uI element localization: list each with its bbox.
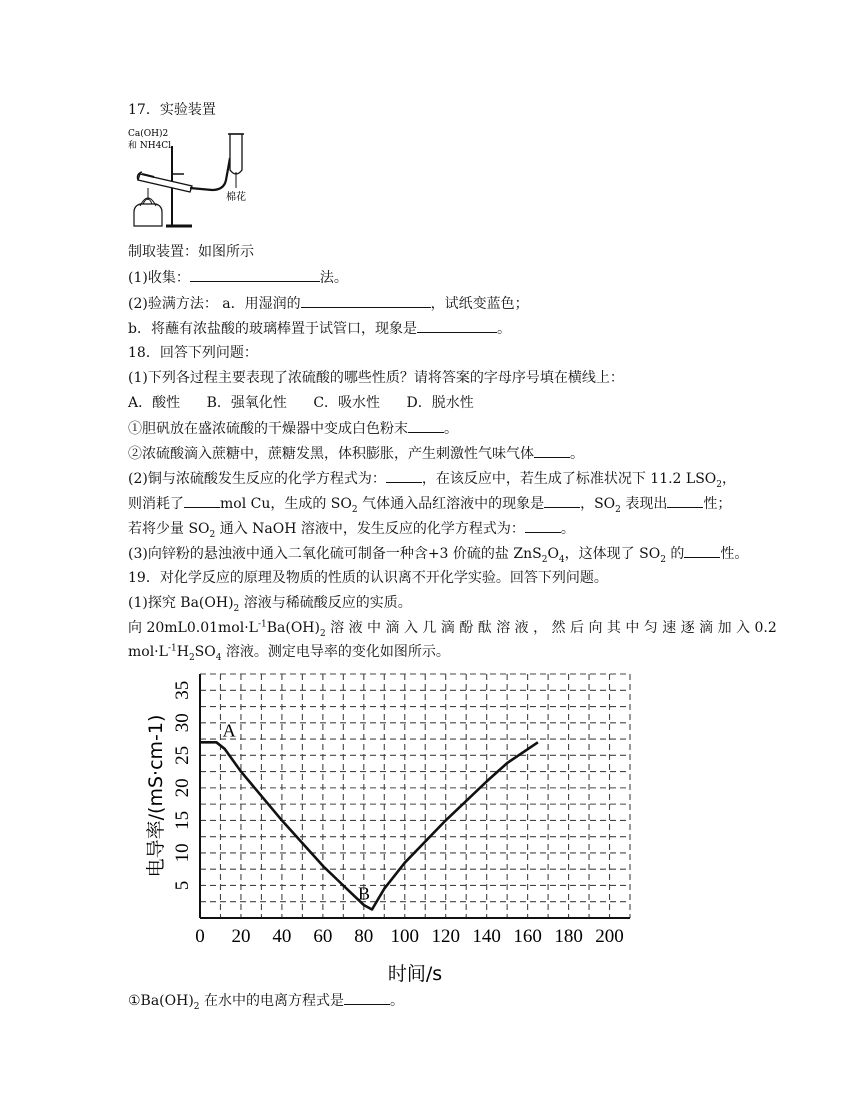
q18-item1: ①胆矾放在盛浓硫酸的干燥器中变成白色粉末 。 [128, 418, 458, 439]
q17-collect: (1)收集： 法。 [128, 267, 348, 288]
option-b: B．强氧化性 [206, 395, 287, 411]
y-tick-label: 10 [172, 843, 193, 863]
q19-q1: $①Ba(OH)_2$ 在水中的电离方程式是 。 [128, 990, 404, 1011]
x-tick-label: 20 [231, 926, 251, 947]
q19-title: 19．对化学反应的原理及物质的性质的认识离不开化学实验。回答下列问题。 [128, 570, 608, 586]
x-tick-label: 0 [195, 926, 205, 947]
apparatus-diagram [126, 128, 266, 232]
answer-blank[interactable] [386, 468, 422, 483]
answer-blank[interactable] [417, 318, 497, 333]
point-label-a: A [222, 720, 236, 741]
answer-blank[interactable] [684, 543, 720, 558]
y-tick-label: 5 [172, 880, 193, 891]
x-axis-label: 时间/s [387, 963, 443, 985]
x-tick-label: 200 [595, 926, 624, 947]
point-label-b: B [358, 883, 371, 904]
q18-p2: (2)铜与浓硫酸发生反应的化学方程式为： ，在该反应中，若生成了标准状况下 11.2 $LSO_2$， [128, 468, 736, 489]
q19-p2: 向 $20mL0.01mol\cdot L^{-1}Ba(OH)_2$ 溶 液 中 滴 入 几 滴 酚 酞 溶 液 ， 然 后 向 其 中 匀 速 逐 滴 加 入 0.2 [128, 619, 777, 639]
x-tick-label: 160 [513, 926, 542, 947]
y-tick-label: 15 [172, 810, 193, 830]
x-tick-label: 80 [354, 926, 374, 947]
answer-blank[interactable] [344, 990, 390, 1005]
answer-blank[interactable] [525, 518, 561, 533]
answer-blank[interactable] [534, 443, 570, 458]
q18-p1: (1)下列各过程主要表现了浓硫酸的哪些性质？请将答案的字母序号填在横线上： [128, 370, 624, 386]
q19-p3: $mol\cdot L^{-1}H_2SO_4$ 溶液。测定电导率的变化如图所示。 [128, 643, 450, 663]
y-tick-label: 25 [172, 745, 193, 765]
y-tick-label: 35 [172, 680, 193, 700]
answer-blank[interactable] [544, 493, 580, 508]
answer-blank[interactable] [184, 493, 220, 508]
x-tick-label: 40 [272, 926, 292, 947]
x-tick-label: 100 [390, 926, 420, 947]
option-a: A．酸性 [128, 395, 181, 411]
x-tick-label: 120 [431, 926, 460, 947]
q17-b: b．将蘸有浓盐酸的玻璃棒置于试管口，现象是 。 [128, 318, 511, 339]
q17-check: (2)验满方法： a．用湿润的 ，试纸变蓝色； [128, 293, 529, 314]
q18-p3: 则消耗了 mol Cu，生成的 $SO_2$ 气体通入品红溶液中的现象是 ，$SO_2$ 表现出 性； [128, 493, 731, 514]
q18-options [128, 393, 474, 413]
q18-item2: ②浓硫酸滴入蔗糖中，蔗糖发黑，体积膨胀，产生刺激性气味气体 。 [128, 443, 584, 464]
q19-p1: (1)探究 $Ba(OH)_2$ 溶液与稀硫酸反应的实质。 [128, 595, 412, 614]
x-tick-label: 140 [472, 926, 501, 947]
reagent-label-2: 和 NH4Cl [128, 141, 172, 151]
q17-title: 17．实验装置 [128, 102, 216, 118]
x-tick-label: 60 [313, 926, 333, 947]
answer-blank[interactable] [190, 267, 320, 282]
answer-blank[interactable] [408, 418, 444, 433]
answer-blank[interactable] [667, 493, 703, 508]
setup-text: 制取装置：如图所示 [128, 244, 254, 260]
answer-blank[interactable] [301, 293, 431, 308]
y-tick-label: 30 [172, 713, 193, 733]
option-d: D．脱水性 [406, 395, 474, 411]
q18-title: 18．回答下列问题： [128, 345, 258, 361]
y-tick-label: 20 [172, 778, 193, 798]
option-c: C．吸水性 [313, 395, 381, 411]
conductivity-chart [140, 668, 640, 988]
q18-p4: 若将少量 $SO_2$ 通入 NaOH 溶液中，发生反应的化学方程式为： 。 [128, 518, 575, 539]
x-tick-label: 180 [554, 926, 583, 947]
q18-p5: (3)向锌粉的悬浊液中通入二氧化硫可制备一种含+3 价硫的盐 $ZnS_2O_4$，这体现了 $SO_2$ 的 性。 [128, 543, 748, 564]
reagent-label-1: Ca(OH)2 [128, 129, 169, 139]
cotton-label: 棉花 [226, 192, 246, 203]
y-axis-label: 电导率/(mS·cm-1) [145, 714, 167, 878]
